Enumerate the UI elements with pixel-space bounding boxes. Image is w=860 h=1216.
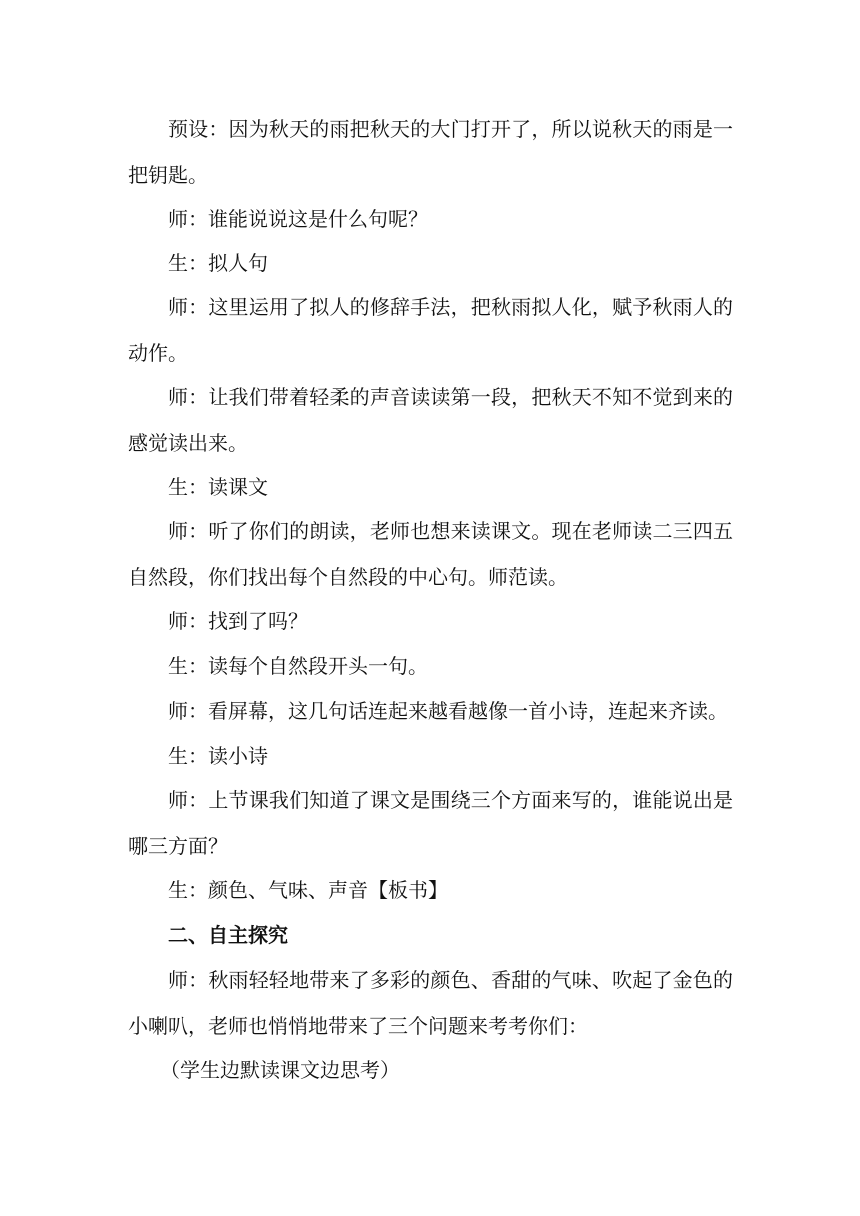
paragraph-teacher-reading-instruction: 师：让我们带着轻柔的声音读读第一段，把秋天不知不觉到来的感觉读出来。 — [128, 385, 733, 455]
paragraph-teacher-check: 师：找到了吗？ — [168, 609, 308, 633]
section-heading: 二、自主探究 — [168, 923, 288, 947]
paragraph-teacher-questions-intro: 师：秋雨轻轻地带来了多彩的颜色、香甜的气味、吹起了金色的小喇叭，老师也悄悄地带来了三个问题来考考你们： — [128, 968, 733, 1038]
paragraph-preset-answer: 预设：因为秋天的雨把秋天的大门打开了，所以说秋天的雨是一把钥匙。 — [128, 117, 733, 187]
paragraph-teacher-explanation: 师：这里运用了拟人的修辞手法，把秋雨拟人化，赋予秋雨人的动作。 — [128, 295, 733, 365]
paragraph-student-poem: 生：读小诗 — [168, 744, 268, 768]
paragraph-student-first-sentence: 生：读每个自然段开头一句。 — [168, 654, 428, 678]
paragraph-teacher-model-reading: 师：听了你们的朗读，老师也想来读课文。现在老师读二三四五自然段，你们找出每个自然段的中心句。师范读。 — [128, 519, 733, 589]
paragraph-student-answer: 生：拟人句 — [168, 251, 268, 275]
paragraph-student-reading: 生：读课文 — [168, 475, 268, 499]
paragraph-student-aspects: 生：颜色、气味、声音【板书】 — [168, 878, 448, 902]
paragraph-teacher-screen: 师：看屏幕，这几句话连起来越看越像一首小诗，连起来齐读。 — [168, 699, 728, 723]
paragraph-student-silent-reading: （学生边默读课文边思考） — [160, 1058, 400, 1082]
paragraph-teacher-question: 师：谁能说说这是什么句呢？ — [168, 207, 428, 231]
paragraph-teacher-review: 师：上节课我们知道了课文是围绕三个方面来写的，谁能说出是哪三方面？ — [128, 788, 733, 858]
